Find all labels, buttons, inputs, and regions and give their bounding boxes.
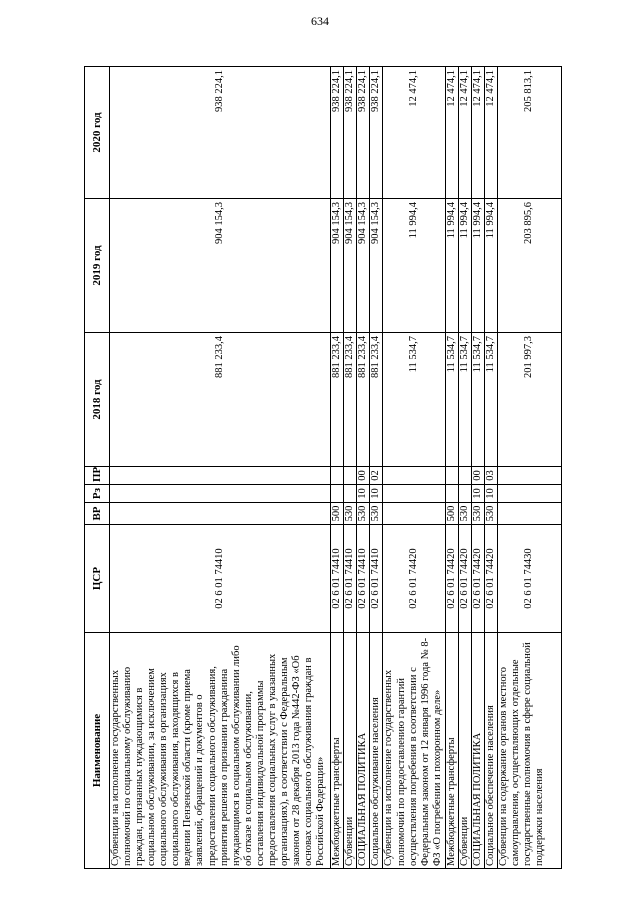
row-pr bbox=[458, 467, 471, 485]
row-2018: 11 534,7 bbox=[484, 333, 497, 467]
row-pr bbox=[445, 467, 458, 485]
row-csr: 02 6 01 74420 bbox=[383, 525, 445, 633]
row-2020: 938 224,1 bbox=[370, 67, 383, 199]
row-vr bbox=[383, 503, 445, 525]
page-number: 634 bbox=[311, 14, 329, 28]
row-rz bbox=[445, 485, 458, 503]
row-vr: 530 bbox=[370, 503, 383, 525]
row-rz: 10 bbox=[471, 485, 484, 503]
row-vr: 530 bbox=[357, 503, 370, 525]
table-row bbox=[370, 67, 383, 869]
table-row bbox=[445, 67, 458, 869]
row-csr: 02 6 01 74410 bbox=[370, 525, 383, 633]
row-2018: 881 233,4 bbox=[110, 333, 331, 467]
row-rz bbox=[383, 485, 445, 503]
row-name: Субвенции на содержание органов местного самоуправления, осуществляющих отдельные государственные полномочия в сфере социальной поддержки населения bbox=[497, 633, 561, 869]
row-csr: 02 6 01 74410 bbox=[344, 525, 357, 633]
row-2020: 938 224,1 bbox=[344, 67, 357, 199]
row-2019: 904 154,3 bbox=[344, 199, 357, 333]
row-csr: 02 6 01 74420 bbox=[471, 525, 484, 633]
row-rz: 10 bbox=[370, 485, 383, 503]
row-name: Субвенции bbox=[344, 633, 357, 869]
row-2018: 11 534,7 bbox=[458, 333, 471, 467]
row-2020: 12 474,1 bbox=[383, 67, 445, 199]
row-name: Социальное обслуживание населения bbox=[370, 633, 383, 869]
row-2018: 11 534,7 bbox=[445, 333, 458, 467]
row-name: Субвенции на исполнение государственных полномочий по социальному обслуживанию граждан, признанных нуждающимися в социальном обслуживании, за исключением социального обслуживания в организациях социального обслуживания, находящихся в ведении Пензенской области (кроме приема заявлений, обращений и документов о предоставлении социального обслуживания, принятия решения о признании гражданина нуждающимся в социальном обслуживании либо об отказе в социальном обслуживании, составления индивидуальной программы предоставления социальных услуг в указанных организациях), в соответствии с Федеральным законом от 28 декабря 2013 года №442-ФЗ «Об основах социального обслуживания граждан в Российской Федерации» bbox=[110, 633, 331, 869]
row-name: Межбюджетные трансферты bbox=[445, 633, 458, 869]
row-2019: 203 895,6 bbox=[497, 199, 561, 333]
table-row bbox=[497, 67, 561, 869]
row-pr bbox=[331, 467, 344, 485]
table-row bbox=[357, 67, 370, 869]
table-row bbox=[110, 67, 331, 869]
row-rz bbox=[497, 485, 561, 503]
row-csr: 02 6 01 74410 bbox=[357, 525, 370, 633]
row-2020: 205 813,1 bbox=[497, 67, 561, 199]
row-2018: 201 997,3 bbox=[497, 333, 561, 467]
table-row bbox=[458, 67, 471, 869]
col-header-name: Наименование bbox=[85, 633, 110, 869]
row-2019: 904 154,3 bbox=[331, 199, 344, 333]
row-name: СОЦИАЛЬНАЯ ПОЛИТИКА bbox=[357, 633, 370, 869]
table-row bbox=[471, 67, 484, 869]
row-csr: 02 6 01 74420 bbox=[484, 525, 497, 633]
row-vr: 530 bbox=[344, 503, 357, 525]
row-pr: 03 bbox=[484, 467, 497, 485]
row-name: Субвенции на исполнение государственных полномочий по предоставлению гарантий осуществления погребения в соответствии с Федеральным законом от 12 января 1996 года № 8-ФЗ «О погребении и похоронном деле» bbox=[383, 633, 445, 869]
row-2020: 938 224,1 bbox=[357, 67, 370, 199]
row-csr: 02 6 01 74410 bbox=[110, 525, 331, 633]
row-vr: 530 bbox=[458, 503, 471, 525]
row-2019: 11 994,4 bbox=[458, 199, 471, 333]
table-row bbox=[331, 67, 344, 869]
row-vr bbox=[110, 503, 331, 525]
row-vr: 530 bbox=[471, 503, 484, 525]
table-row bbox=[344, 67, 357, 869]
table-header bbox=[85, 67, 110, 869]
row-2020: 12 474,1 bbox=[484, 67, 497, 199]
row-name: Межбюджетные трансферты bbox=[331, 633, 344, 869]
row-csr: 02 6 01 74410 bbox=[331, 525, 344, 633]
row-rz: 10 bbox=[484, 485, 497, 503]
row-rz bbox=[331, 485, 344, 503]
row-csr: 02 6 01 74430 bbox=[497, 525, 561, 633]
row-pr bbox=[497, 467, 561, 485]
row-2019: 11 994,4 bbox=[383, 199, 445, 333]
row-pr bbox=[110, 467, 331, 485]
row-2019: 904 154,3 bbox=[357, 199, 370, 333]
row-pr: 00 bbox=[471, 467, 484, 485]
row-csr: 02 6 01 74420 bbox=[445, 525, 458, 633]
col-header-2020: 2020 год bbox=[85, 67, 110, 199]
row-vr: 500 bbox=[445, 503, 458, 525]
row-2018: 11 534,7 bbox=[471, 333, 484, 467]
row-2020: 12 474,1 bbox=[458, 67, 471, 199]
row-rz: 10 bbox=[357, 485, 370, 503]
col-header-csr: ЦСР bbox=[85, 525, 110, 633]
row-2019: 11 994,4 bbox=[484, 199, 497, 333]
row-2019: 904 154,3 bbox=[370, 199, 383, 333]
col-header-2019: 2019 год bbox=[85, 199, 110, 333]
table-row bbox=[484, 67, 497, 869]
row-2018: 881 233,4 bbox=[344, 333, 357, 467]
row-vr bbox=[497, 503, 561, 525]
row-2019: 11 994,4 bbox=[445, 199, 458, 333]
row-name: Субвенции bbox=[458, 633, 471, 869]
row-2018: 881 233,4 bbox=[370, 333, 383, 467]
col-header-2018: 2018 год bbox=[85, 333, 110, 467]
row-2019: 11 994,4 bbox=[471, 199, 484, 333]
row-2019: 904 154,3 bbox=[110, 199, 331, 333]
budget-table bbox=[84, 66, 562, 869]
row-pr bbox=[383, 467, 445, 485]
row-pr: 02 bbox=[370, 467, 383, 485]
row-name: СОЦИАЛЬНАЯ ПОЛИТИКА bbox=[471, 633, 484, 869]
row-csr: 02 6 01 74420 bbox=[458, 525, 471, 633]
row-vr: 500 bbox=[331, 503, 344, 525]
row-name: Социальное обеспечение населения bbox=[484, 633, 497, 869]
col-header-vr: ВР bbox=[85, 503, 110, 525]
row-2020: 938 224,1 bbox=[331, 67, 344, 199]
col-header-rz: Рз bbox=[85, 485, 110, 503]
row-pr: 00 bbox=[357, 467, 370, 485]
col-header-pr: ПР bbox=[85, 467, 110, 485]
row-rz bbox=[110, 485, 331, 503]
row-rz bbox=[458, 485, 471, 503]
row-2018: 881 233,4 bbox=[357, 333, 370, 467]
row-2018: 11 534,7 bbox=[383, 333, 445, 467]
table-row bbox=[383, 67, 445, 869]
row-2020: 938 224,1 bbox=[110, 67, 331, 199]
row-rz bbox=[344, 485, 357, 503]
rotated-table-container bbox=[84, 67, 562, 869]
row-vr: 530 bbox=[484, 503, 497, 525]
row-2018: 881 233,4 bbox=[331, 333, 344, 467]
row-pr bbox=[344, 467, 357, 485]
row-2020: 12 474,1 bbox=[445, 67, 458, 199]
row-2020: 12 474,1 bbox=[471, 67, 484, 199]
